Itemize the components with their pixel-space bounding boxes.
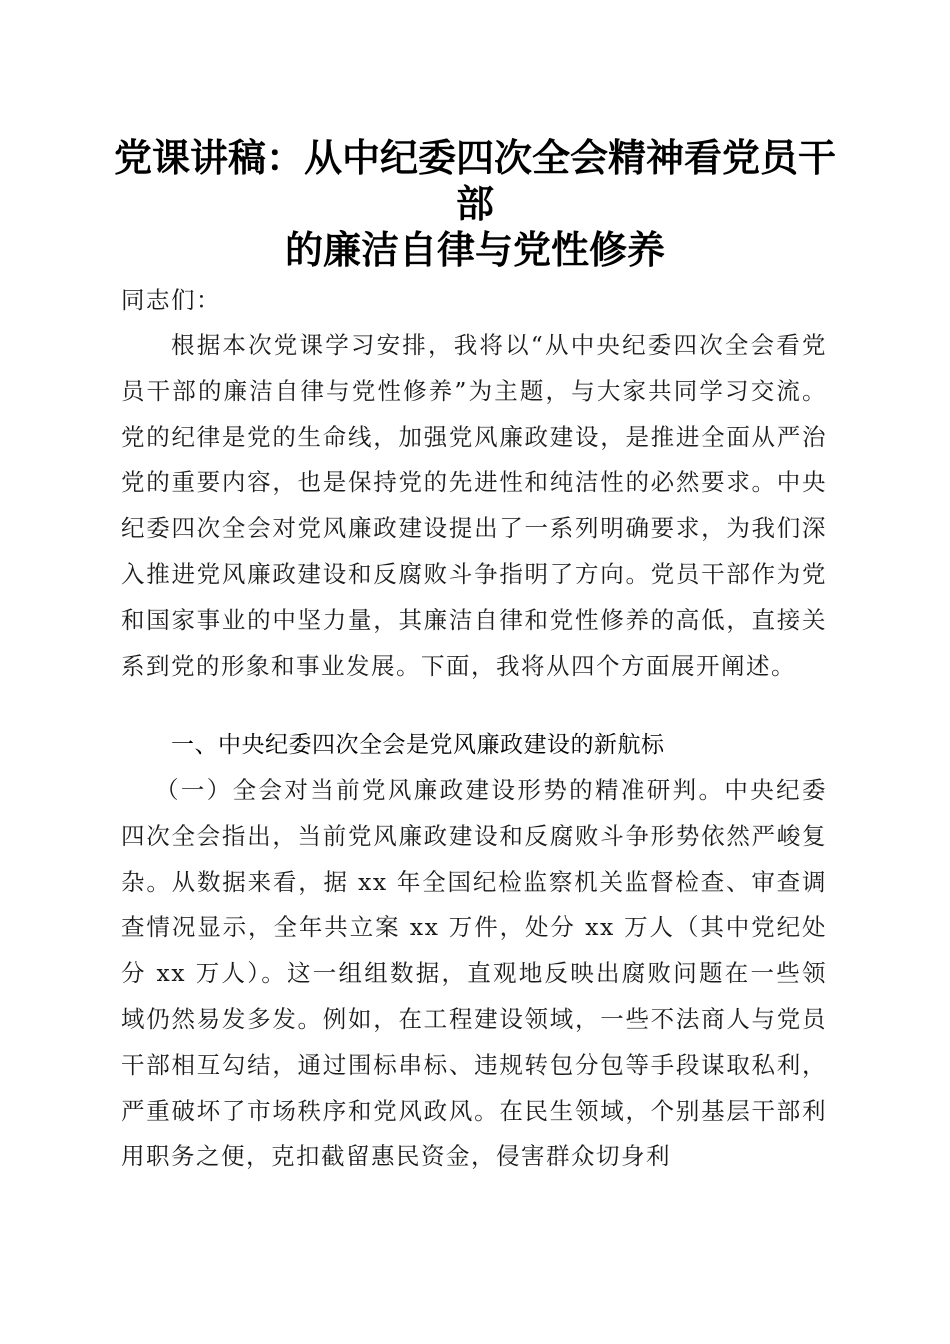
salutation: 同志们： [121, 286, 221, 314]
document-title [100, 135, 850, 273]
title-line-2: 的廉洁自律与党性修养 [284, 227, 665, 272]
intro-paragraph: 根据本次党课学习安排，我将以“从中央纪委四次全会看党员干部的廉洁自律与党性修养”为主题，与大家共同学习交流。党的纪律是党的生命线，加强党风廉政建设，是推进全面从严治党的重要内容，也是保持党的先进性和纯洁性的必然要求。中央纪委四次全会对党风廉政建设提出了一系列明确要求，为我们深入推进党风廉政建设和反腐败斗争指明了方向。党员干部作为党和国家事业的中坚力量，其廉洁自律和党性修养的高低，直接关系到党的形象和事业发展。下面，我将从四个方面展开阐述。 [121, 331, 827, 680]
title-line-1: 党课讲稿：从中纪委四次全会精神看党员干部 [113, 135, 836, 226]
section-1-paragraph: （一）全会对当前党风廉政建设形势的精准研判。中央纪委四次全会指出，当前党风廉政建设和反腐败斗争形势依然严峻复杂。从数据来看，据 xx 年全国纪检监察机关监督检查、审查调查情况显示，全年共立案 xx 万件，处分 xx 万人（其中党纪处分 xx 万人）。这一组组数据，直观地反映出腐败问题在一些领域仍然易发多发。例如，在工程建设领域，一些不法商人与党员干部相互勾结，通过围标串标、违规转包分包等手段谋取私利，严重破坏了市场秩序和党风政风。在民生领域，个别基层干部利用职务之便，克扣截留惠民资金，侵害群众切身利 [121, 776, 827, 1171]
section-heading-1: 一、中央纪委四次全会是党风廉政建设的新航标 [171, 732, 665, 758]
